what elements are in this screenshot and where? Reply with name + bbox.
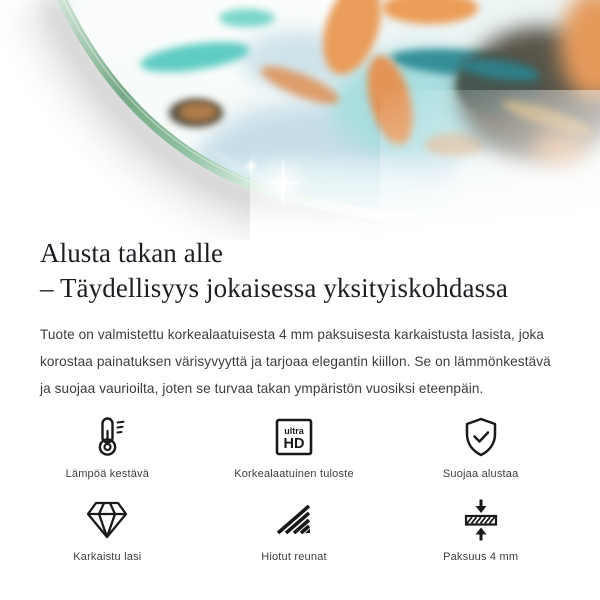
section-paragraph: Tuote on valmistettu korkealaatuisesta 4 mm paksuisesta karkaistusta lasista, joka korostaa painatuksen värisyvyyttä ja tarjoaa elegantin kiillon. Se on lämmönkestävä ja suojaa vaurioilta, joten se turvaa takan ympäristön vuosiksi eteenpäin. — [40, 327, 551, 396]
feature-label: Lämpöä kestävä — [65, 468, 150, 480]
diamond-icon — [84, 497, 130, 543]
feature-grid — [14, 414, 574, 563]
heading-line1: Alusta takan alle — [40, 238, 224, 268]
sparkle-small — [243, 158, 258, 173]
feature-tempered-glass — [14, 497, 201, 563]
product-hero-image — [0, 0, 600, 234]
feature-label: Hiotut reunat — [261, 551, 327, 563]
feature-label: Korkealaatuinen tuloste — [234, 468, 354, 480]
feature-label: Suojaa alustaa — [442, 468, 519, 480]
feature-thickness — [387, 497, 574, 563]
feature-protects-base — [387, 414, 574, 480]
ultra-hd-badge-top: ultra — [284, 426, 304, 436]
feature-high-quality-print — [201, 414, 388, 480]
section-heading — [40, 236, 560, 306]
glass-panel-illustration — [0, 0, 600, 240]
sparkle-highlight — [255, 155, 311, 211]
ultra-hd-icon — [271, 414, 317, 460]
thickness-icon — [458, 497, 504, 543]
shield-check-icon — [458, 414, 504, 460]
fade-overlay-diagonal — [380, 90, 600, 240]
feature-label: Karkaistu lasi — [73, 551, 142, 563]
feature-polished-edges — [201, 497, 388, 563]
feature-label: Paksuus 4 mm — [443, 551, 519, 563]
polished-edges-icon — [271, 497, 317, 543]
heading-line2: – Täydellisyys jokaisessa yksityiskohdassa — [40, 273, 508, 303]
product-description-section — [0, 236, 600, 402]
ultra-hd-badge-bottom: HD — [283, 436, 305, 452]
feature-heat-resistant — [14, 414, 201, 480]
thermometer-icon — [84, 414, 130, 460]
